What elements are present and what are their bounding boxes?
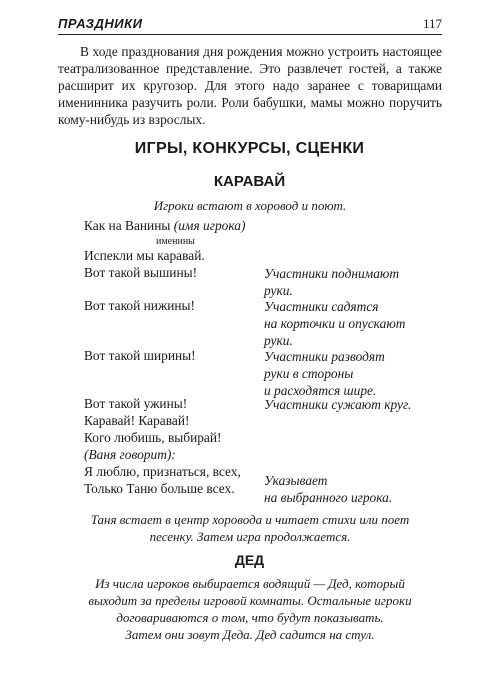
- verse-line: Испекли мы каравай.: [84, 248, 205, 263]
- verse-line: Каравай! Каравай!: [84, 413, 190, 428]
- game-outro: Таня встает в центр хоровода и читает стихи или поет песенку. Затем игра продолжается.: [90, 512, 410, 544]
- intro-text: В ходе празднования дня рождения можно устроить настоящее театрализованное представление. Это развлечет гостей, а также расширит их кругозор. Для этого надо заранее с товарищами именинника разучить роли. Роли бабушки, мамы можно поручить кому-нибудь из взрослых.: [58, 44, 442, 127]
- stage-direction: Указывает на выбранного игрока.: [264, 473, 393, 505]
- verse-line: именины: [156, 236, 195, 247]
- intro-paragraph: [58, 43, 442, 128]
- header-rule: [58, 34, 442, 35]
- verse-line: Вот такой ужины!: [84, 396, 188, 411]
- game-instruction: Игроки встают в хоровод и поют.: [153, 198, 347, 213]
- verse-line: (Ваня говорит):: [84, 447, 176, 462]
- game-title-karavai: КАРАВАЙ: [213, 173, 286, 190]
- verse-line: Вот такой ширины!: [84, 348, 196, 363]
- stage-direction: Участники садятся на корточки и опускают руки.: [264, 299, 406, 348]
- stage-direction: Участники поднимают руки.: [264, 266, 400, 298]
- running-header-title: ПРАЗДНИКИ: [58, 16, 143, 31]
- game-title-ded: ДЕД: [234, 552, 265, 568]
- page-number: 117: [422, 16, 442, 31]
- verse-line: Вот такой вышины!: [84, 265, 198, 280]
- running-header: [58, 16, 442, 36]
- game-description: Из числа игроков выбирается водящий — Дед, который выходит за пределы игровой комнаты. Остальные игроки договариваются о том, что будут показывать. Затем они зовут Деда. Дед садится на стул.: [88, 576, 412, 642]
- verse-line: Я люблю, признаться, всех,: [84, 464, 241, 479]
- verse-line: Вот такой нижины!: [84, 298, 196, 313]
- stage-direction: Участники разводят руки в стороны и расходятся шире.: [264, 349, 385, 398]
- verse-line: Только Таню больше всех.: [84, 481, 235, 496]
- stage-direction: Участники сужают круг.: [264, 397, 412, 412]
- verse-line: Как на Ванины (имя игрока): [84, 218, 246, 233]
- verse-line: Кого любишь, выбирай!: [84, 430, 222, 445]
- section-title: ИГРЫ, КОНКУРСЫ, СЦЕНКИ: [134, 140, 365, 157]
- player-name-note: (имя игрока): [173, 218, 246, 233]
